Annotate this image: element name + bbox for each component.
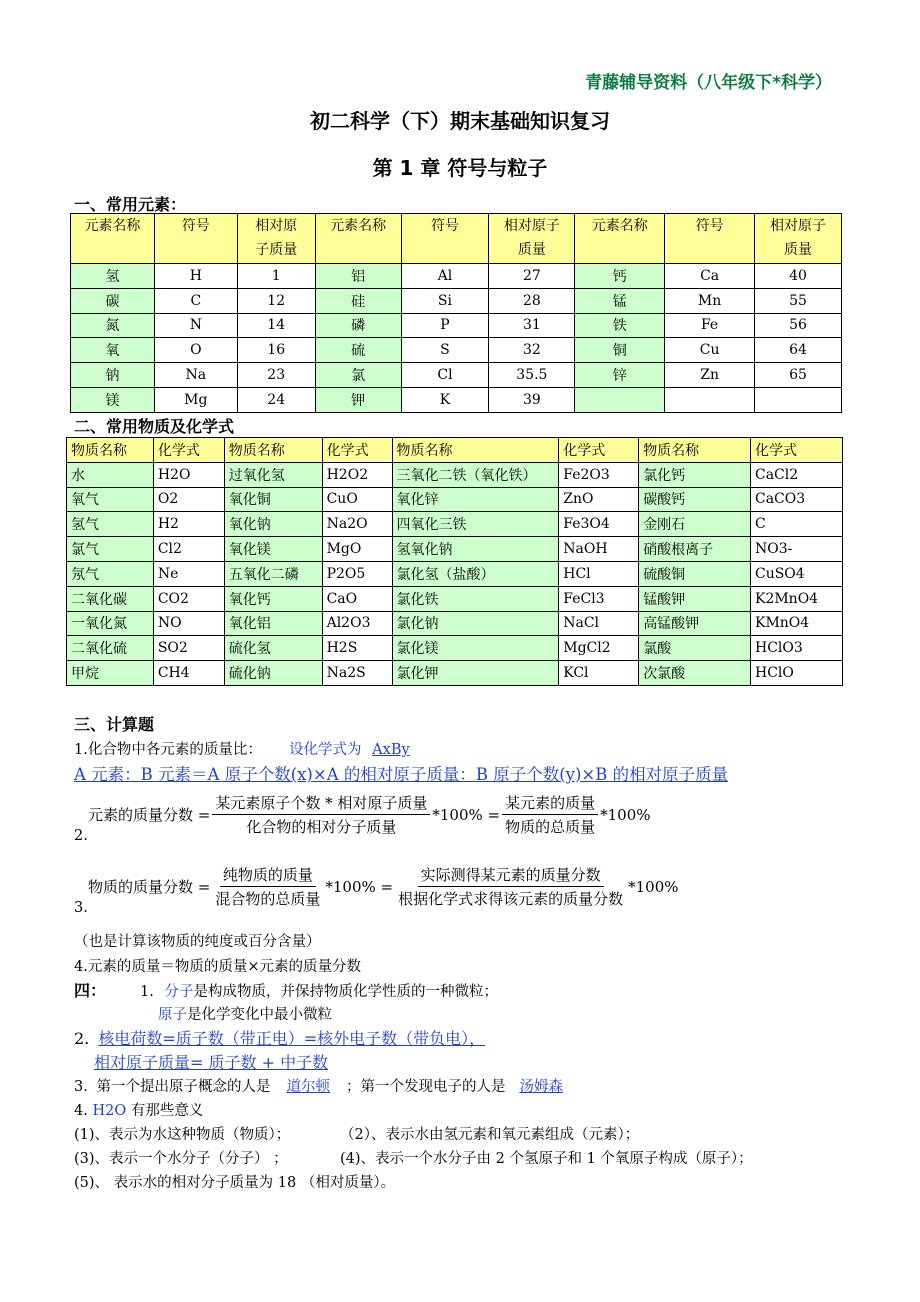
brand-label: 青藤辅导资料（八年级下*科学） bbox=[585, 73, 832, 93]
table-cell: P bbox=[401, 313, 489, 338]
q1-line2 bbox=[158, 1003, 332, 1024]
elements-header-line2: 子质量 bbox=[255, 242, 298, 258]
table-cell: 氖气 bbox=[67, 561, 154, 586]
table-cell: FeCl3 bbox=[559, 586, 639, 611]
table-row bbox=[71, 338, 842, 363]
table-row bbox=[67, 462, 843, 487]
elements-header-line1: 相对原子 bbox=[503, 218, 560, 234]
table-cell: K2MnO4 bbox=[750, 586, 842, 611]
table-cell: 硝酸根离子 bbox=[639, 537, 751, 562]
table-cell: Fe3O4 bbox=[559, 512, 639, 537]
table-cell: 水 bbox=[67, 462, 154, 487]
substances-header-cell: 化学式 bbox=[322, 438, 392, 463]
formula2-lhs: 元素的质量分数 = bbox=[88, 806, 211, 824]
table-cell: CaCl2 bbox=[750, 462, 842, 487]
calc-item-3-note: （也是计算该物质的纯度或百分含量） bbox=[74, 934, 321, 950]
table-cell: 32 bbox=[489, 338, 575, 363]
table-cell: 氧化锌 bbox=[392, 487, 559, 512]
table-cell: Si bbox=[401, 288, 489, 313]
table-cell: H2O2 bbox=[322, 462, 392, 487]
q1-line1 bbox=[140, 980, 498, 1001]
table-cell: 氧化铜 bbox=[224, 487, 322, 512]
table-cell: Al bbox=[401, 264, 489, 289]
section3-heading: 三、计算题 bbox=[74, 715, 155, 734]
table-cell: 氧化铝 bbox=[224, 611, 322, 636]
formula3-denominator2: 根据化学式求得该元素的质量分数 bbox=[398, 890, 624, 908]
calc-item-3-number: 3. bbox=[74, 900, 88, 916]
table-cell: 1 bbox=[237, 264, 315, 289]
table-cell bbox=[665, 387, 755, 412]
table-cell: 27 bbox=[489, 264, 575, 289]
table-cell: 镁 bbox=[71, 387, 155, 412]
elements-header-line1: 元素名称 bbox=[84, 218, 141, 234]
table-cell bbox=[575, 387, 665, 412]
q3-number: 3. bbox=[74, 1079, 88, 1095]
table-cell: CuSO4 bbox=[750, 561, 842, 586]
formula3-end: *100% bbox=[628, 877, 679, 896]
table-cell: 硅 bbox=[315, 288, 401, 313]
substances-header-cell: 化学式 bbox=[559, 438, 639, 463]
table-row bbox=[67, 561, 843, 586]
table-cell: 高锰酸钾 bbox=[639, 611, 751, 636]
table-cell: 过氧化氢 bbox=[224, 462, 322, 487]
table-cell: O bbox=[154, 338, 237, 363]
section1-heading: 一、常用元素： bbox=[74, 195, 187, 214]
calc-item-1-formula: AxBy bbox=[372, 742, 410, 758]
table-cell bbox=[755, 387, 842, 412]
table-cell: Mg bbox=[154, 387, 237, 412]
q3-text2: ；第一个发现电子的人是 bbox=[345, 1079, 506, 1095]
table-cell: 28 bbox=[489, 288, 575, 313]
table-row bbox=[67, 611, 843, 636]
table-cell: KMnO4 bbox=[750, 611, 842, 636]
q3-answer2: 汤姆森 bbox=[519, 1079, 563, 1095]
table-cell: 硫化氢 bbox=[224, 636, 322, 661]
table-cell: HClO bbox=[750, 661, 842, 686]
substances-header-cell: 化学式 bbox=[750, 438, 842, 463]
table-cell: C bbox=[750, 512, 842, 537]
table-cell: 甲烷 bbox=[67, 661, 154, 686]
q3-answer1: 道尔顿 bbox=[286, 1079, 330, 1095]
table-row bbox=[71, 288, 842, 313]
element-mass-fraction-formula bbox=[88, 792, 651, 837]
table-cell: 氯气 bbox=[67, 537, 154, 562]
formula2-fraction2 bbox=[502, 792, 598, 837]
q2-charge-rule: 核电荷数=质子数（带正电）=核外电子数（带负电）， bbox=[98, 1029, 486, 1048]
table-cell: 锰酸钾 bbox=[639, 586, 751, 611]
substances-header-cell: 物质名称 bbox=[224, 438, 322, 463]
elements-header-line1: 元素名称 bbox=[591, 218, 648, 234]
table-cell: 氯化氢（盐酸） bbox=[392, 561, 559, 586]
substances-header-cell: 物质名称 bbox=[392, 438, 559, 463]
elements-header-line1: 相对原子 bbox=[770, 218, 827, 234]
formula3-numerator1: 纯物质的质量 bbox=[220, 864, 316, 887]
table-cell: H2O bbox=[153, 462, 224, 487]
elements-header-cell bbox=[71, 214, 155, 264]
elements-header-line1: 符号 bbox=[430, 218, 459, 234]
table-cell: 锰 bbox=[575, 288, 665, 313]
calc-item-2-number: 2. bbox=[74, 828, 88, 844]
elements-header-cell bbox=[665, 214, 755, 264]
table-cell: 氯化钠 bbox=[392, 611, 559, 636]
elements-header-line2: 质量 bbox=[517, 242, 546, 258]
table-cell: 23 bbox=[237, 363, 315, 388]
table-cell: Fe2O3 bbox=[559, 462, 639, 487]
table-cell: P2O5 bbox=[322, 561, 392, 586]
page-title: 初二科学（下）期末基础知识复习 bbox=[310, 109, 610, 133]
table-cell: ZnO bbox=[559, 487, 639, 512]
elements-header-line1: 符号 bbox=[695, 218, 724, 234]
table-cell: 55 bbox=[755, 288, 842, 313]
elements-header-row bbox=[71, 214, 842, 264]
q3-line bbox=[74, 1075, 577, 1096]
table-cell: 12 bbox=[237, 288, 315, 313]
table-cell: 金刚石 bbox=[639, 512, 751, 537]
table-cell: Cu bbox=[665, 338, 755, 363]
q1-text1: 是构成物质，并保持物质化学性质的一种微粒； bbox=[193, 984, 498, 1000]
table-cell: 氢 bbox=[71, 264, 155, 289]
table-cell: H2 bbox=[153, 512, 224, 537]
elements-header-cell bbox=[575, 214, 665, 264]
formula2-denominator2: 物质的总质量 bbox=[505, 818, 596, 836]
q3-text1: 第一个提出原子概念的人是 bbox=[96, 1079, 271, 1095]
table-cell: MgCl2 bbox=[559, 636, 639, 661]
table-cell: 二氧化硫 bbox=[67, 636, 154, 661]
table-cell: H2S bbox=[322, 636, 392, 661]
table-cell: CaCO3 bbox=[750, 487, 842, 512]
formula2-denominator1: 化合物的相对分子质量 bbox=[246, 818, 397, 836]
formula2-mid: *100% = bbox=[432, 805, 501, 824]
meaning-2: （2）、表示水由氢元素和氧元素组成（元素）； bbox=[340, 1127, 640, 1143]
table-row bbox=[71, 387, 842, 412]
formula3-fraction1 bbox=[212, 864, 323, 909]
table-cell: 氧 bbox=[71, 338, 155, 363]
table-cell: 二氧化碳 bbox=[67, 586, 154, 611]
table-cell: NO3- bbox=[750, 537, 842, 562]
substances-header-row bbox=[67, 438, 843, 463]
calc-item-1 bbox=[74, 738, 410, 759]
q1-term-molecule: 分子 bbox=[164, 984, 194, 1000]
table-cell: C bbox=[154, 288, 237, 313]
table-cell: 氯化钙 bbox=[639, 462, 751, 487]
calc-item-4: 4.元素的质量＝物质的质量×元素的质量分数 bbox=[74, 959, 361, 975]
table-cell: 氧化钠 bbox=[224, 512, 322, 537]
table-cell: 钙 bbox=[575, 264, 665, 289]
table-row bbox=[71, 313, 842, 338]
table-cell: 40 bbox=[755, 264, 842, 289]
meaning-4: (4)、表示一个水分子由 2 个氢原子和 1 个氧原子构成（原子）； bbox=[340, 1151, 753, 1167]
table-cell: 39 bbox=[489, 387, 575, 412]
table-row bbox=[67, 537, 843, 562]
table-cell: 氧化钙 bbox=[224, 586, 322, 611]
table-cell: Cl bbox=[401, 363, 489, 388]
table-cell: 硫 bbox=[315, 338, 401, 363]
formula2-numerator2: 某元素的质量 bbox=[502, 792, 598, 815]
table-cell: KCl bbox=[559, 661, 639, 686]
table-cell: N bbox=[154, 313, 237, 338]
table-cell: S bbox=[401, 338, 489, 363]
table-cell: 16 bbox=[237, 338, 315, 363]
table-cell: 氯化铁 bbox=[392, 586, 559, 611]
table-cell: Ne bbox=[153, 561, 224, 586]
substances-header-cell: 化学式 bbox=[153, 438, 224, 463]
q2-mass-rule: 相对原子质量= 质子数 + 中子数 bbox=[94, 1053, 329, 1072]
meaning-3: (3)、表示一个水分子（分子） ； bbox=[74, 1151, 288, 1167]
table-cell: Zn bbox=[665, 363, 755, 388]
table-cell: 氢气 bbox=[67, 512, 154, 537]
table-cell: 次氯酸 bbox=[639, 661, 751, 686]
formula3-denominator1: 混合物的总质量 bbox=[215, 890, 321, 908]
chapter-title: 第 1 章 符号与粒子 bbox=[372, 156, 548, 180]
calc-item-1-set: 设化学式为 bbox=[289, 742, 362, 758]
table-cell: Al2O3 bbox=[322, 611, 392, 636]
table-cell: 五氧化二磷 bbox=[224, 561, 322, 586]
table-cell: 磷 bbox=[315, 313, 401, 338]
table-cell: 35.5 bbox=[489, 363, 575, 388]
elements-header-line1: 元素名称 bbox=[330, 218, 387, 234]
formula3-numerator2: 实际测得某元素的质量分数 bbox=[418, 864, 604, 887]
table-cell: NO bbox=[153, 611, 224, 636]
table-cell: CaO bbox=[322, 586, 392, 611]
substances-header-cell: 物质名称 bbox=[639, 438, 751, 463]
elements-header-cell bbox=[401, 214, 489, 264]
table-cell: 四氧化三铁 bbox=[392, 512, 559, 537]
table-cell: 三氧化二铁（氧化铁） bbox=[392, 462, 559, 487]
formula3-mid: *100% = bbox=[325, 877, 394, 896]
table-cell: SO2 bbox=[153, 636, 224, 661]
table-cell: MgO bbox=[322, 537, 392, 562]
q2-number: 2. bbox=[74, 1029, 90, 1048]
table-cell: Mn bbox=[665, 288, 755, 313]
table-cell: Ca bbox=[665, 264, 755, 289]
table-cell: 氯化钾 bbox=[392, 661, 559, 686]
q2-line1 bbox=[74, 1026, 485, 1049]
calc-item-1-prefix: 1.化合物中各元素的质量比： bbox=[74, 742, 262, 758]
table-cell: Na2O bbox=[322, 512, 392, 537]
table-cell: H bbox=[154, 264, 237, 289]
table-cell: Na bbox=[154, 363, 237, 388]
table-cell: 氯酸 bbox=[639, 636, 751, 661]
elements-header-cell bbox=[315, 214, 401, 264]
q4-line bbox=[74, 1099, 203, 1120]
section4-heading: 四： bbox=[74, 981, 107, 1000]
table-cell: 钾 bbox=[315, 387, 401, 412]
table-row bbox=[67, 636, 843, 661]
formula3-lhs: 物质的质量分数 = bbox=[88, 878, 211, 896]
substance-mass-fraction-formula bbox=[88, 864, 679, 909]
q4-number: 4. bbox=[74, 1103, 88, 1119]
table-row bbox=[71, 264, 842, 289]
table-cell: 氧气 bbox=[67, 487, 154, 512]
table-row bbox=[67, 512, 843, 537]
table-cell: 14 bbox=[237, 313, 315, 338]
substances-table bbox=[66, 437, 843, 686]
table-row bbox=[71, 363, 842, 388]
table-cell: Na2S bbox=[322, 661, 392, 686]
meaning-5: (5)、 表示水的相对分子质量为 18 （相对质量）。 bbox=[74, 1175, 396, 1191]
elements-table bbox=[70, 213, 842, 413]
table-row bbox=[67, 586, 843, 611]
table-cell: 钠 bbox=[71, 363, 155, 388]
table-cell: Cl2 bbox=[153, 537, 224, 562]
table-cell: NaCl bbox=[559, 611, 639, 636]
formula2-fraction1 bbox=[212, 792, 430, 837]
table-cell: 24 bbox=[237, 387, 315, 412]
table-row bbox=[67, 487, 843, 512]
elements-header-cell bbox=[237, 214, 315, 264]
table-cell: HCl bbox=[559, 561, 639, 586]
elements-header-line2: 质量 bbox=[784, 242, 813, 258]
table-cell: K bbox=[401, 387, 489, 412]
q1-term-atom: 原子 bbox=[158, 1007, 187, 1023]
table-cell: 64 bbox=[755, 338, 842, 363]
section2-heading: 二、常用物质及化学式 bbox=[74, 417, 235, 436]
formula2-numerator1: 某元素原子个数 * 相对原子质量 bbox=[212, 792, 430, 815]
table-cell: 碳酸钙 bbox=[639, 487, 751, 512]
substances-header-cell: 物质名称 bbox=[67, 438, 154, 463]
elements-header-line1: 相对原 bbox=[255, 218, 298, 234]
table-cell: HClO3 bbox=[750, 636, 842, 661]
table-cell: NaOH bbox=[559, 537, 639, 562]
table-cell: 铝 bbox=[315, 264, 401, 289]
meaning-1: (1)、表示为水这种物质（物质）； bbox=[74, 1127, 291, 1143]
q1-text2: 是化学变化中最小微粒 bbox=[187, 1007, 332, 1023]
q4-formula: H2O bbox=[92, 1103, 127, 1119]
table-cell: CH4 bbox=[153, 661, 224, 686]
q4-text: 有那些意义 bbox=[130, 1103, 204, 1119]
table-cell: 铁 bbox=[575, 313, 665, 338]
elements-header-cell bbox=[154, 214, 237, 264]
table-cell: 65 bbox=[755, 363, 842, 388]
table-row bbox=[67, 661, 843, 686]
table-cell: 硫酸铜 bbox=[639, 561, 751, 586]
table-cell: 硫化钠 bbox=[224, 661, 322, 686]
table-cell: 一氧化氮 bbox=[67, 611, 154, 636]
table-cell: 铜 bbox=[575, 338, 665, 363]
table-cell: 氮 bbox=[71, 313, 155, 338]
formula3-fraction2 bbox=[395, 864, 626, 909]
table-cell: Fe bbox=[665, 313, 755, 338]
elements-header-line1: 符号 bbox=[181, 218, 210, 234]
table-cell: 锌 bbox=[575, 363, 665, 388]
table-cell: 氧化镁 bbox=[224, 537, 322, 562]
table-cell: 氯化镁 bbox=[392, 636, 559, 661]
table-cell: O2 bbox=[153, 487, 224, 512]
table-cell: 氢氧化钠 bbox=[392, 537, 559, 562]
table-cell: 31 bbox=[489, 313, 575, 338]
table-cell: CuO bbox=[322, 487, 392, 512]
table-cell: CO2 bbox=[153, 586, 224, 611]
mass-ratio-rule: A 元素：B 元素＝A 原子个数(x)×A 的相对原子质量：B 原子个数(y)×B 的相对原子质量 bbox=[74, 765, 729, 784]
elements-header-cell bbox=[489, 214, 575, 264]
q1-number: 1. bbox=[140, 984, 154, 1000]
elements-header-cell bbox=[755, 214, 842, 264]
table-cell: 碳 bbox=[71, 288, 155, 313]
table-cell: 氯 bbox=[315, 363, 401, 388]
formula2-end: *100% bbox=[600, 805, 651, 824]
table-cell: 56 bbox=[755, 313, 842, 338]
